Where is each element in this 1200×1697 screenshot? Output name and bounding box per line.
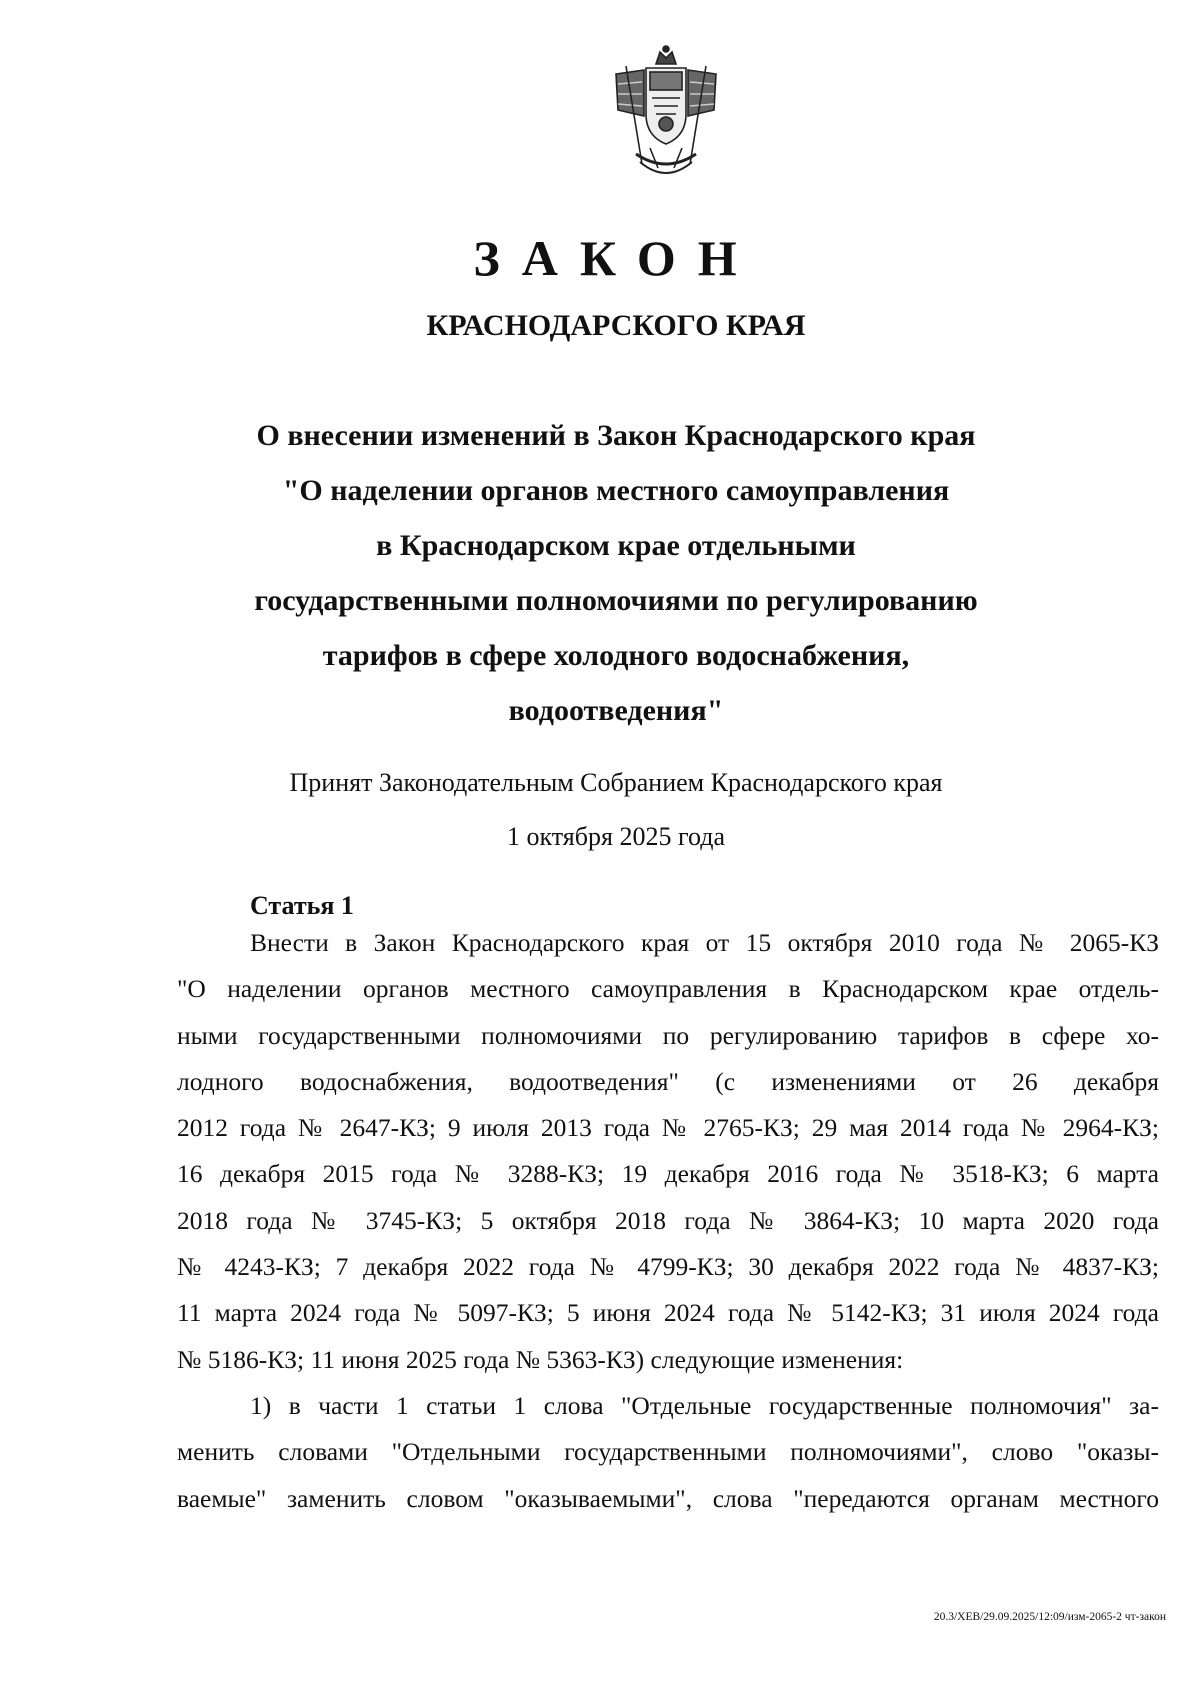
body-line: ными государственными полномочиями по регулированию тарифов в сфере хо- <box>177 1020 1159 1050</box>
article-body <box>177 920 1159 1522</box>
law-title <box>140 408 1092 738</box>
coat-of-arms-emblem <box>606 44 726 194</box>
law-title-line: "О наделении органов местного самоуправления <box>282 474 950 507</box>
body-line: менить словами "Отдельными государственными полномочиями", слово "оказы- <box>177 1437 1159 1467</box>
body-line: 1) в части 1 статьи 1 слова "Отдельные государственные полномочия" за- <box>250 1390 1159 1420</box>
body-line: № 5186-КЗ; 11 июня 2025 года № 5363-КЗ) следующие изменения: <box>177 1344 904 1374</box>
law-title-line: водоотведения" <box>508 694 724 727</box>
adoption-date: 1 октября 2025 года <box>507 822 725 851</box>
adoption-body: Принят Законодательным Собранием Краснодарского края <box>289 768 943 797</box>
law-title-line: тарифов в сфере холодного водоснабжения, <box>322 639 910 672</box>
body-line: 2012 года № 2647-КЗ; 9 июля 2013 года № 2765-КЗ; 29 мая 2014 года № 2964-КЗ; <box>177 1113 1159 1143</box>
article-heading: Статья 1 <box>250 891 354 920</box>
body-line: "О наделении органов местного самоуправления в Краснодарском крае отдель- <box>177 974 1159 1004</box>
adoption-statement <box>0 756 1200 864</box>
body-line: ваемые" заменить словом "оказываемыми", слова "передаются органам местного <box>177 1483 1159 1513</box>
body-line: № 4243-КЗ; 7 декабря 2022 года № 4799-КЗ; 30 декабря 2022 года № 4837-КЗ; <box>177 1252 1159 1282</box>
document-type-heading: ЗАКОН <box>473 230 759 286</box>
document-footer-code: 20.3/ХЕВ/29.09.2025/12:09/изм-2065-2 чт-закон <box>933 1611 1166 1623</box>
law-title-line: О внесении изменений в Закон Краснодарского края <box>256 419 976 452</box>
body-line: 16 декабря 2015 года № 3288-КЗ; 19 декабря 2016 года № 3518-КЗ; 6 марта <box>177 1159 1159 1189</box>
body-line: 11 марта 2024 года № 5097-КЗ; 5 июня 2024 года № 5142-КЗ; 31 июля 2024 года <box>177 1298 1159 1328</box>
law-title-line: в Краснодарском крае отдельными <box>376 529 856 562</box>
law-title-line: государственными полномочиями по регулированию <box>254 584 978 617</box>
body-line: лодного водоснабжения, водоотведения" (с изменениями от 26 декабря <box>177 1066 1159 1096</box>
body-line: 2018 года № 3745-КЗ; 5 октября 2018 года № 3864-КЗ; 10 марта 2020 года <box>177 1205 1159 1235</box>
region-heading: КРАСНОДАРСКОГО КРАЯ <box>426 309 806 342</box>
body-line: Внести в Закон Краснодарского края от 15 октября 2010 года № 2065-КЗ <box>250 928 1159 957</box>
